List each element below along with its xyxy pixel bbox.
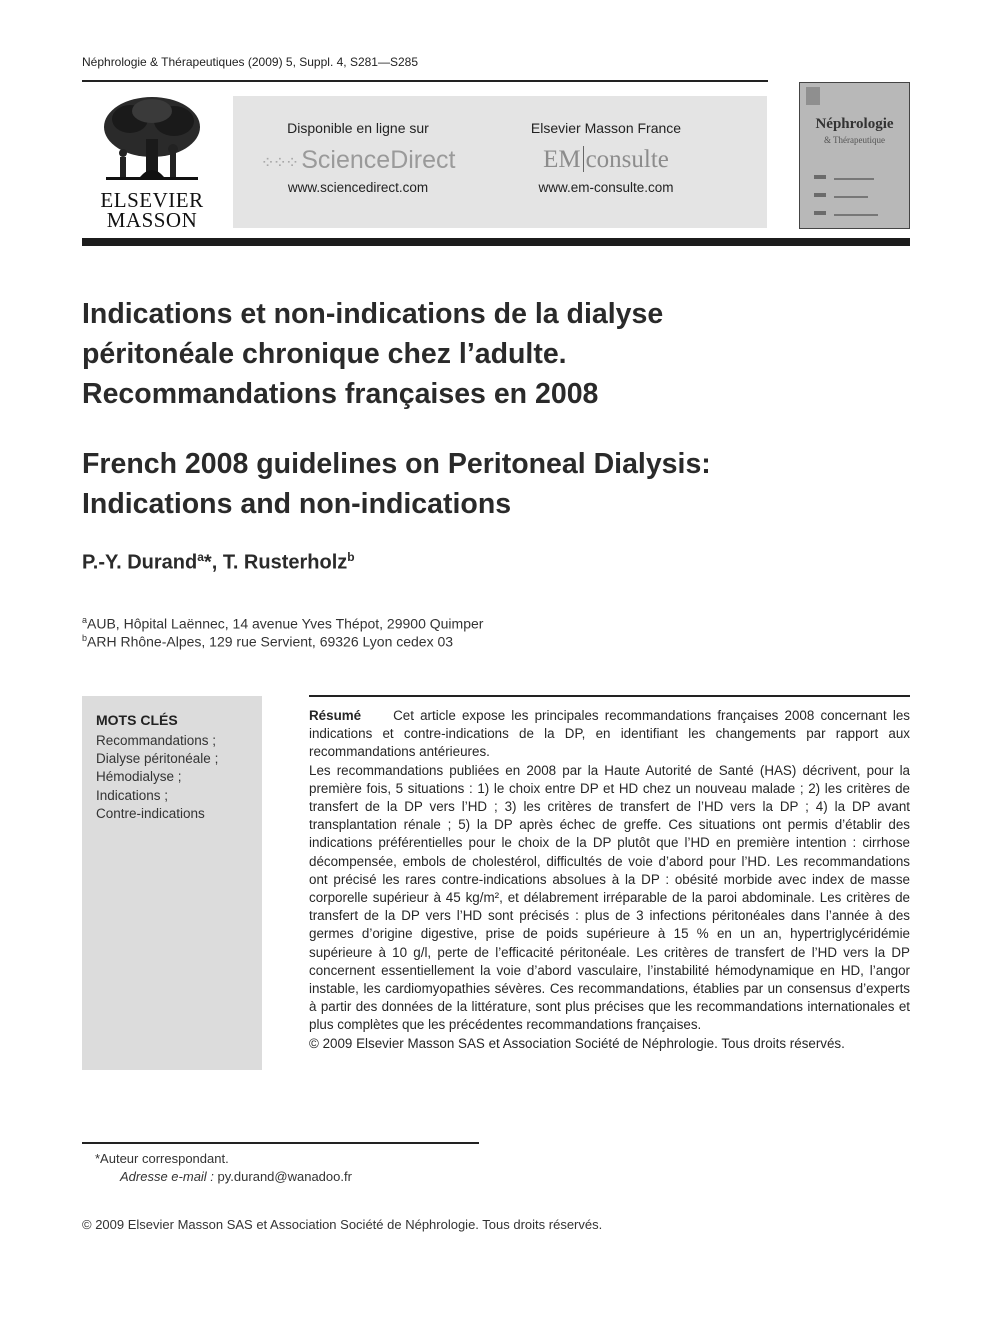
affiliation-b: [82, 633, 453, 650]
affiliation-text: AUB, Hôpital Laënnec, 14 avenue Yves Thépot, 29900 Quimper: [87, 615, 484, 632]
elsevier-masson-logo: [82, 93, 222, 233]
journal-cover-thumbnail: [799, 82, 910, 229]
abstract-paragraph: [309, 707, 910, 762]
emconsulte-url[interactable]: www.em-consulte.com: [538, 180, 674, 195]
cover-bar: [814, 193, 826, 197]
title-french-line: Recommandations françaises en 2008: [82, 378, 599, 410]
title-french-line: péritonéale chronique chez l’adulte.: [82, 338, 567, 370]
email-label: Adresse e-mail :: [120, 1169, 214, 1184]
keyword-item: Contre-indications: [96, 805, 205, 821]
emconsulte-brand-right: consulte: [585, 146, 669, 173]
keyword-item: Dialyse péritonéale ;: [96, 751, 219, 767]
footnote-email: [120, 1169, 352, 1184]
sciencedirect-dots-icon: ⁘⁘⁘: [260, 153, 298, 172]
affiliation-marker: b: [347, 550, 355, 564]
sciencedirect-url[interactable]: www.sciencedirect.com: [287, 180, 429, 195]
author-list: [82, 550, 355, 575]
footnote-corresponding-author: *Auteur correspondant.: [95, 1151, 229, 1166]
keyword-item: Hémodialyse ;: [96, 769, 182, 785]
emconsulte-heading: Elsevier Masson France: [530, 120, 682, 136]
affiliation-marker: b: [82, 633, 88, 643]
elsevier-tree-icon: [82, 93, 222, 188]
logo-text-masson: MASSON: [106, 208, 198, 232]
keywords-heading: MOTS CLÉS: [96, 712, 178, 728]
cover-line: [834, 214, 878, 216]
header-rule: [82, 238, 910, 246]
keywords-list: [96, 732, 218, 823]
sciencedirect-brand-text: ScienceDirect: [301, 146, 456, 174]
cover-bar: [814, 175, 826, 179]
logo-text-elsevier: ELSEVIER: [100, 188, 204, 212]
emconsulte-logo: [491, 144, 721, 176]
affiliation-a: [82, 615, 483, 632]
sciencedirect-block[interactable]: [243, 120, 473, 195]
cover-subtitle: & Thérapeutique: [823, 135, 886, 145]
title-french: [82, 294, 882, 414]
cover-bar: [814, 211, 826, 215]
abstract-text: Cet article expose les principales recommandations françaises 2008 concernant les indications et contre-indications de la DP, en identifiant les changements par rapport aux recommandations antérieures.: [309, 708, 910, 760]
affiliation-marker: a: [197, 550, 204, 564]
sciencedirect-heading: Disponible en ligne sur: [287, 120, 429, 136]
title-english-line: Indications and non-indications: [82, 488, 512, 520]
footnote-rule: [82, 1142, 479, 1144]
emconsulte-block[interactable]: [491, 120, 721, 195]
title-english-line: French 2008 guidelines on Peritoneal Dialysis:: [82, 448, 711, 480]
online-availability-banner: [233, 96, 767, 228]
keyword-item: Recommandations ;: [96, 733, 217, 748]
title-french-line: Indications et non-indications de la dialyse: [82, 298, 664, 330]
email-address[interactable]: py.durand@wanadoo.fr: [217, 1169, 352, 1184]
author-name: P.-Y. Durand: [82, 551, 198, 574]
keywords-panel: [82, 696, 262, 1070]
title-english: [82, 444, 882, 524]
emconsulte-separator: [583, 146, 584, 172]
abstract-label: Résumé: [309, 708, 362, 723]
copyright-notice: © 2009 Elsevier Masson SAS et Association Société de Néphrologie. Tous droits réservés.: [82, 1217, 603, 1232]
affiliation-marker: a: [82, 615, 88, 625]
abstract-copyright: © 2009 Elsevier Masson SAS et Association Société de Néphrologie. Tous droits réservés.: [309, 1035, 845, 1051]
cover-line: [834, 178, 874, 180]
abstract-paragraph: Les recommandations publiées en 2008 par la Haute Autorité de Santé (HAS) décrivent, pour la première fois, 5 situations : 1) le choix entre DP et HD chez un nouveau malade ; 2) les critères de transfert de la DP vers l’HD ; 3) les critères de transfert de l’HD vers la DP ; 4) la DP avant transplantation rénale ; 5) la DP après échec de greffe. Ces situations ont permis d’établir des indications préférentielles pour le choix de la DP plutôt que l’HD en première intention : cirrhose décompensée, embols de cholestérol, difficultés de voie d’abord pour l’HD. Les recommandations ont précisé les rares contre-indications absolues à la DP : obésité morbide avec index de masse corporelle supérieur à 45 kg/m², et délabrement irréparable de la paroi abdominale. Les critères de transfert de la DP vers l’HD sont précisés : plus de 3 infections péritonéales dans l’année à des germes d’origine digestive, prise de poids supérieure à 15 % en un an, hypertriglycéridémie supérieure à 10 g/l, perte de l’efficacité péritonéale. Les critères de transfert de l’HD vers la DP concernent essentiellement la voie d’abord vasculaire, l’instabilité hémodynamique en HD, l’angor instable, les cardiomyopathies sévères. Ces recommandations, établies par un consensus d’experts à partir des données de la littérature, sont plus précises que les recommandations internationales et plus complètes que les précédentes recommandations françaises.: [309, 762, 910, 1033]
sciencedirect-logo: [243, 144, 473, 176]
abstract: [309, 707, 910, 1053]
journal-reference: Néphrologie & Thérapeutiques (2009) 5, Suppl. 4, S281—S285: [82, 55, 419, 69]
cover-corner-mark: [806, 87, 820, 105]
top-rule: [82, 80, 768, 82]
cover-title: Néphrologie: [815, 116, 894, 132]
keyword-item: Indications ;: [96, 787, 169, 803]
cover-line: [834, 196, 868, 198]
abstract-rule: [309, 695, 910, 697]
emconsulte-brand-left: EM: [543, 146, 581, 173]
corresponding-marker: *,: [203, 551, 223, 574]
affiliation-text: ARH Rhône-Alpes, 129 rue Servient, 69326 Lyon cedex 03: [87, 633, 454, 650]
author-name: T. Rusterholz: [222, 551, 348, 574]
